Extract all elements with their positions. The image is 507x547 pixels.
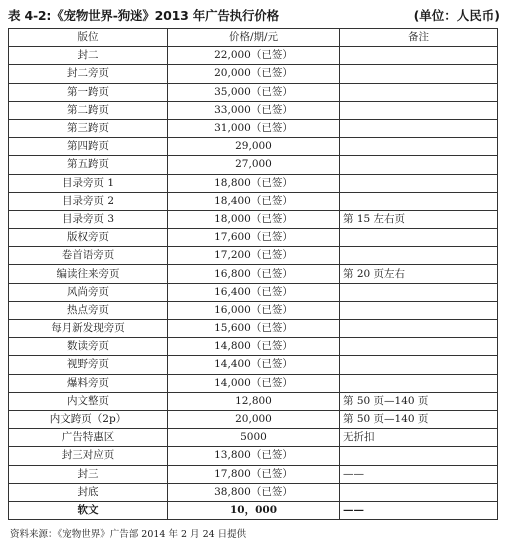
table-row bbox=[9, 392, 498, 410]
table-row bbox=[9, 338, 498, 356]
cell-price: 20,000 bbox=[168, 410, 340, 428]
header-price: 价格/期/元 bbox=[168, 29, 340, 47]
table-row bbox=[9, 283, 498, 301]
table-row bbox=[9, 356, 498, 374]
table-row bbox=[9, 320, 498, 338]
table-header bbox=[9, 29, 498, 47]
header-note: 备注 bbox=[340, 29, 498, 47]
cell-price: 18,000（已签） bbox=[168, 210, 340, 228]
cell-note bbox=[340, 483, 498, 501]
cell-price: 29,000 bbox=[168, 138, 340, 156]
cell-position: 目录旁页 3 bbox=[9, 210, 168, 228]
cell-price: 18,400（已签） bbox=[168, 192, 340, 210]
cell-position: 数读旁页 bbox=[9, 338, 168, 356]
cell-price: 27,000 bbox=[168, 156, 340, 174]
cell-price: 17,600（已签） bbox=[168, 229, 340, 247]
cell-position: 广告特惠区 bbox=[9, 429, 168, 447]
cell-position: 爆料旁页 bbox=[9, 374, 168, 392]
cell-note bbox=[340, 174, 498, 192]
cell-position: 目录旁页 1 bbox=[9, 174, 168, 192]
source-note: 资料来源：《宠物世界》广告部 2014 年 2 月 24 日提供 bbox=[10, 529, 247, 540]
cell-note bbox=[340, 301, 498, 319]
cell-note bbox=[340, 101, 498, 119]
cell-note bbox=[340, 374, 498, 392]
cell-price: 16,800（已签） bbox=[168, 265, 340, 283]
cell-price: 15,600（已签） bbox=[168, 320, 340, 338]
table-row bbox=[9, 156, 498, 174]
cell-price: 33,000（已签） bbox=[168, 101, 340, 119]
cell-position: 版权旁页 bbox=[9, 229, 168, 247]
cell-note bbox=[340, 338, 498, 356]
cell-note bbox=[340, 119, 498, 137]
table-row bbox=[9, 374, 498, 392]
cell-price: 13,800（已签） bbox=[168, 447, 340, 465]
cell-position: 卷首语旁页 bbox=[9, 247, 168, 265]
cell-note: 第 15 左右页 bbox=[340, 210, 498, 228]
cell-position: 封三 bbox=[9, 465, 168, 483]
table-row bbox=[9, 301, 498, 319]
cell-note bbox=[340, 138, 498, 156]
cell-position: 目录旁页 2 bbox=[9, 192, 168, 210]
cell-note bbox=[340, 83, 498, 101]
cell-note bbox=[340, 65, 498, 83]
table-row bbox=[9, 192, 498, 210]
cell-position: 第三跨页 bbox=[9, 119, 168, 137]
table-row bbox=[9, 265, 498, 283]
table-row bbox=[9, 65, 498, 83]
table-row bbox=[9, 447, 498, 465]
cell-note bbox=[340, 156, 498, 174]
cell-position: 每月新发现旁页 bbox=[9, 320, 168, 338]
cell-position: 内文整页 bbox=[9, 392, 168, 410]
cell-note bbox=[340, 320, 498, 338]
cell-position: 封二 bbox=[9, 47, 168, 65]
table-row bbox=[9, 101, 498, 119]
cell-position: 软文 bbox=[9, 501, 168, 519]
cell-position: 第四跨页 bbox=[9, 138, 168, 156]
cell-position: 封底 bbox=[9, 483, 168, 501]
cell-position: 视野旁页 bbox=[9, 356, 168, 374]
table-row bbox=[9, 174, 498, 192]
cell-note: 第 50 页—140 页 bbox=[340, 410, 498, 428]
cell-note bbox=[340, 447, 498, 465]
header-position: 版位 bbox=[9, 29, 168, 47]
table-row bbox=[9, 410, 498, 428]
cell-position: 第五跨页 bbox=[9, 156, 168, 174]
cell-price: 10，000 bbox=[168, 501, 340, 519]
cell-price: 35,000（已签） bbox=[168, 83, 340, 101]
table-body bbox=[9, 47, 498, 520]
ad-price-table bbox=[8, 28, 498, 520]
cell-position: 封三对应页 bbox=[9, 447, 168, 465]
table-row bbox=[9, 429, 498, 447]
unit-label: (单位：人民币) bbox=[413, 8, 500, 23]
cell-price: 5000 bbox=[168, 429, 340, 447]
table-row bbox=[9, 483, 498, 501]
cell-price: 17,200（已签） bbox=[168, 247, 340, 265]
cell-price: 16,400（已签） bbox=[168, 283, 340, 301]
cell-note: 第 50 页—140 页 bbox=[340, 392, 498, 410]
cell-price: 14,800（已签） bbox=[168, 338, 340, 356]
table-row bbox=[9, 47, 498, 65]
cell-price: 22,000（已签） bbox=[168, 47, 340, 65]
cell-price: 12,800 bbox=[168, 392, 340, 410]
cell-price: 20,000（已签） bbox=[168, 65, 340, 83]
cell-price: 14,000（已签） bbox=[168, 374, 340, 392]
cell-position: 热点旁页 bbox=[9, 301, 168, 319]
table-row bbox=[9, 229, 498, 247]
cell-note bbox=[340, 356, 498, 374]
cell-note bbox=[340, 47, 498, 65]
table-title: 表 4-2:《宠物世界-狗迷》2013 年广告执行价格 bbox=[8, 8, 279, 23]
cell-note: 无折扣 bbox=[340, 429, 498, 447]
cell-price: 17,800（已签） bbox=[168, 465, 340, 483]
cell-note: —— bbox=[340, 465, 498, 483]
cell-note bbox=[340, 283, 498, 301]
table-row bbox=[9, 247, 498, 265]
cell-price: 38,800（已签） bbox=[168, 483, 340, 501]
table-row bbox=[9, 138, 498, 156]
table-row bbox=[9, 119, 498, 137]
cell-position: 编读往来旁页 bbox=[9, 265, 168, 283]
cell-note bbox=[340, 192, 498, 210]
cell-position: 封二旁页 bbox=[9, 65, 168, 83]
table-row bbox=[9, 210, 498, 228]
table-row bbox=[9, 83, 498, 101]
cell-position: 内文跨页（2p） bbox=[9, 410, 168, 428]
cell-position: 第二跨页 bbox=[9, 101, 168, 119]
cell-price: 18,800（已签） bbox=[168, 174, 340, 192]
cell-price: 16,000（已签） bbox=[168, 301, 340, 319]
cell-position: 第一跨页 bbox=[9, 83, 168, 101]
cell-note bbox=[340, 247, 498, 265]
cell-position: 风尚旁页 bbox=[9, 283, 168, 301]
header-row bbox=[9, 29, 498, 47]
title-row bbox=[8, 4, 502, 24]
cell-price: 31,000（已签） bbox=[168, 119, 340, 137]
table-row bbox=[9, 501, 498, 519]
table-row bbox=[9, 465, 498, 483]
cell-note bbox=[340, 229, 498, 247]
cell-note: 第 20 页左右 bbox=[340, 265, 498, 283]
cell-price: 14,400（已签） bbox=[168, 356, 340, 374]
cell-note: —— bbox=[340, 501, 498, 519]
